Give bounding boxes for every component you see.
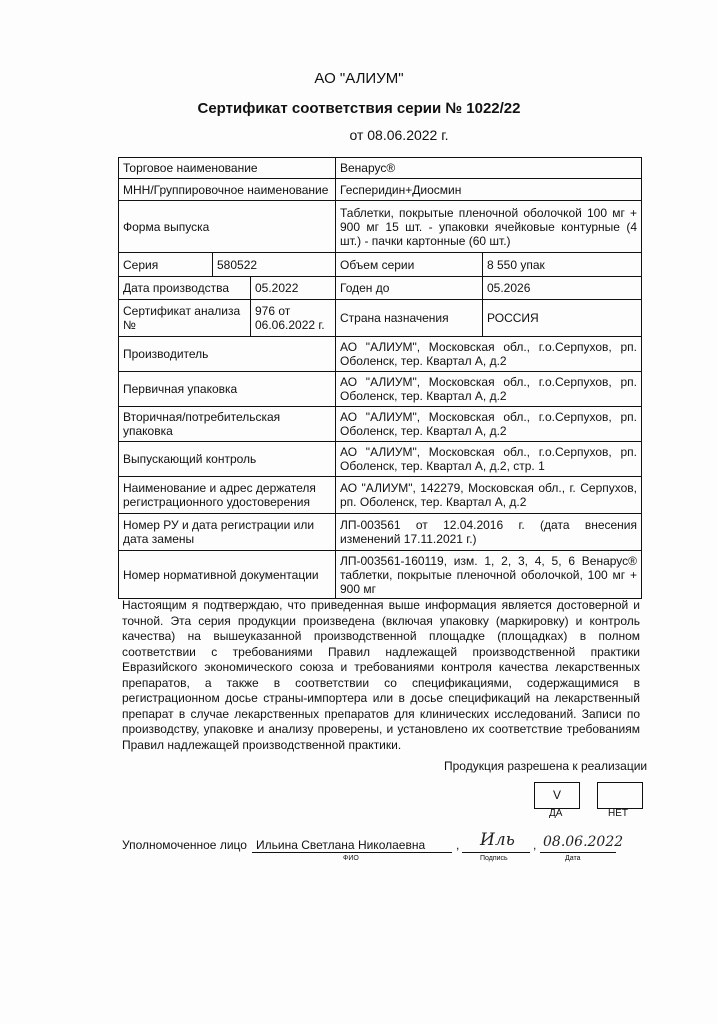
cell-value: АО "АЛИУМ", Московская обл., г.о.Серпухов, рп. Оболенск, тер. Квартал А, д.2 [340,375,637,403]
cell-label: Страна назначения [336,300,483,336]
table-row [119,158,641,179]
separator: , [456,838,460,852]
cell-value: ЛП-003561 от 12.04.2016 г. (дата внесения изменений 17.11.2021 г.) [340,518,637,546]
table-row [119,514,641,551]
cell-label: Наименование и адрес держателя регистрационного удостоверения [119,477,336,513]
cell-value: 05.2022 [251,277,336,299]
name-line [252,852,452,853]
cell-value: РОССИЯ [487,311,539,325]
table-row [119,337,641,372]
cell-label: МНН/Группировочное наименование [119,179,336,200]
handwritten-date: 08.06.2022 [543,834,624,850]
table-row [119,442,641,477]
cell-label: Сертификат анализа № [119,300,251,336]
cell-label: Выпускающий контроль [119,442,336,476]
statement-paragraph: Настоящим я подтверждаю, что приведенная выше информация является достоверной и точной. Эта серия продукции произведена (включая упаковку (маркировку) и контроль качества) на вышеуказанной производственной площадке (площадках) в полном соответствии с требованиями Правил надлежащей производственной практики Евразийского экономического союза и требованиями контроля качества лекарственных препаратов, а также в соответствии со спецификациями, содержащимися в регистрационном досье страны-импортера или в досье спецификаций на лекарственный препарат в случае лекарственных препаратов для клинических исследований. Записи по производству, упаковке и анализу проверены, и установлено их соответствие требованиям Правил надлежащей производственной практики. [122,598,640,752]
cell-label: Вторичная/потребительская упаковка [119,407,336,441]
release-label: Продукция разрешена к реализации [444,759,648,773]
date-caption: Дата [565,855,581,862]
certificate-date: от 08.06.2022 г. [349,127,449,143]
table-row [119,201,641,253]
no-checkbox[interactable] [597,782,643,809]
signature-caption: Подпись [480,855,508,862]
cell-label: Номер нормативной документации [119,551,336,598]
company-name: АО "АЛИУМ" [314,70,404,87]
date-line [540,852,616,853]
certificate-title: Сертификат соответствия серии № 1022/22 [197,100,521,117]
cell-value: 580522 [213,253,336,276]
cell-value: 976 от 06.06.2022 г. [251,300,336,336]
cell-label: Объем серии [336,253,483,276]
cell-value: 05.2026 [487,281,531,295]
table-row [119,179,641,201]
cell-value: Венарус® [340,161,396,175]
table-row [119,407,641,442]
table-row [119,277,641,300]
cell-value: ЛП-003561-160119, изм. 1, 2, 3, 4, 5, 6 Венарус® таблетки, покрытые пленочной оболочкой, 100 мг + 900 мг [340,553,637,596]
cell-label: Дата производства [119,277,251,299]
cell-value: Таблетки, покрытые пленочной оболочкой 100 мг + 900 мг 15 шт. - упаковки ячейковые контурные (4 шт.) - пачки картонные (60 шт.) [340,205,637,248]
cell-label: Номер РУ и дата регистрации или дата замены [119,514,336,550]
handwritten-signature: Иль [480,830,515,850]
table-row [119,253,641,277]
cell-label: Годен до [336,277,483,299]
table-row [119,372,641,407]
no-label: НЕТ [608,808,628,819]
cell-label: Форма выпуска [119,201,336,252]
yes-label: ДА [549,808,563,819]
cell-label: Торговое наименование [119,158,336,178]
name-caption: ФИО [343,855,359,862]
table-row [119,477,641,514]
yes-checkbox[interactable]: V [534,782,580,809]
separator: , [533,838,537,852]
signature-line [462,852,530,853]
cell-value: Гесперидин+Диосмин [340,182,462,197]
cell-value: АО "АЛИУМ", Московская обл., г.о.Серпухов, рп. Оболенск, тер. Квартал А, д.2 [340,410,637,438]
table-row [119,551,641,598]
cell-value: АО "АЛИУМ", Московская обл., г.о.Серпухов, рп. Оболенск, тер. Квартал А, д.2, стр. 1 [340,445,637,473]
cell-label: Первичная упаковка [119,372,336,406]
cell-value: АО "АЛИУМ", Московская обл., г.о.Серпухов, рп. Оболенск, тер. Квартал А, д.2 [340,340,637,368]
certificate-table [118,157,642,599]
authorized-person-label: Уполномоченное лицо [122,838,247,852]
cell-label: Производитель [119,337,336,371]
cell-value: 8 550 упак [487,257,545,272]
authorized-person-name: Ильина Светлана Николаевна [256,838,426,852]
table-row [119,300,641,337]
cell-value: АО "АЛИУМ", 142279, Московская обл., г. Серпухов, рп. Оболенск, тер. Квартал А, д.2 [340,481,637,509]
cell-label: Серия [119,253,213,276]
